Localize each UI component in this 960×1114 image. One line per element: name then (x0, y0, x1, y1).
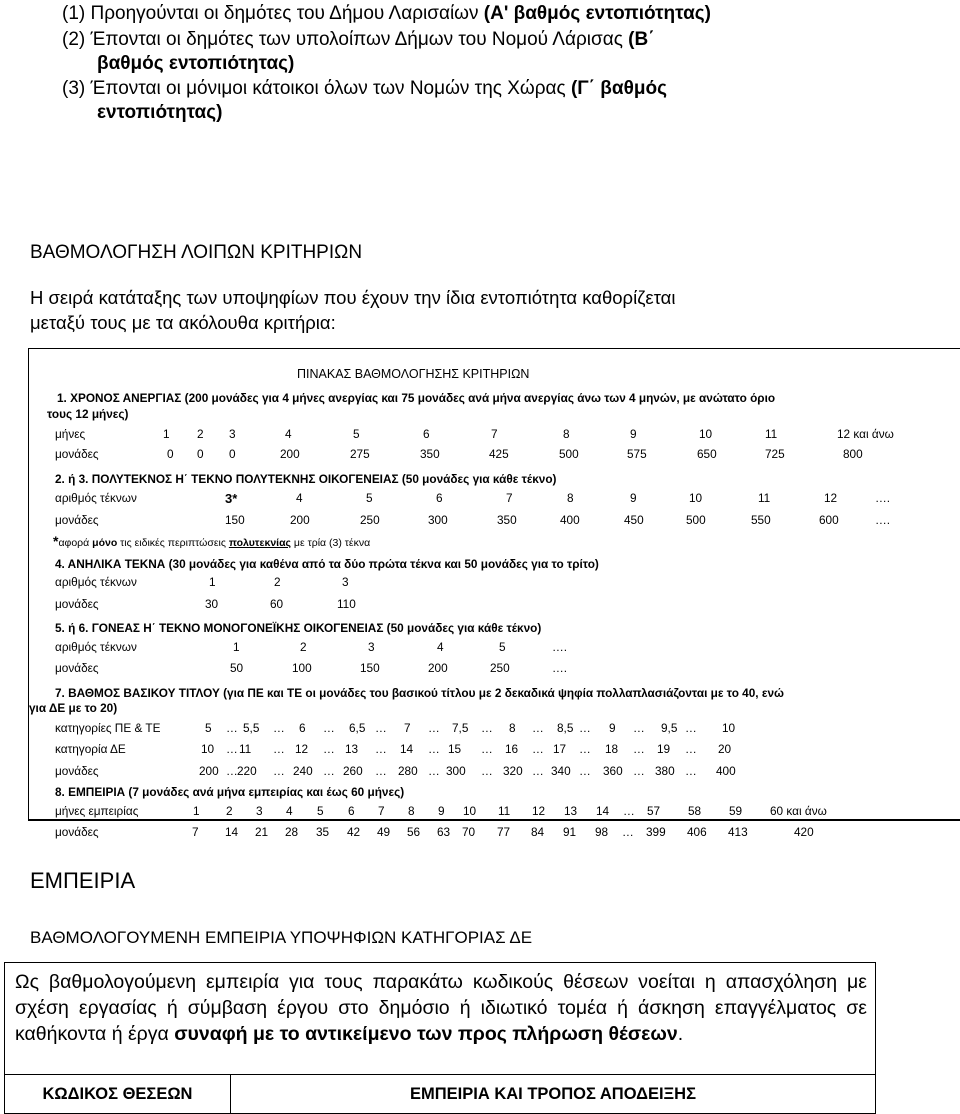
s7-row1-cell-11: … (481, 721, 493, 735)
s7-row2-cell-6: 13 (345, 742, 359, 756)
table-title: ΠΙΝΑΚΑΣ ΒΑΘΜΟΛΟΓΗΣΗΣ ΚΡΙΤΗΡΙΩΝ (297, 367, 530, 381)
s1-row1-cell-6: 7 (491, 427, 498, 441)
s2-row2-label: μονάδες (55, 513, 99, 527)
s7-row2-cell-7: … (375, 742, 387, 756)
experience-box-text-plain: Ως βαθμολογούμενη εμπειρία για τους παρακάτω κωδικούς θέσεων νοείται η απασχόληση με σχέση εργασίας ή σύμβαση έργου στο δημόσιο ή ιδιωτικό τομέα ή άσκηση επαγγέλματος σε καθήκοντα ή έργα (15, 971, 867, 1045)
s2-row1-label: αριθμός τέκνων (55, 491, 137, 505)
s5-title: 5. ή 6. ΓΟΝΕΑΣ Η΄ ΤΕΚΝΟ ΜΟΝΟΓΟΝΕΪΚΗΣ ΟΙΚΟΓΕΝΕΙΑΣ (50 μονάδες για κάθε τέκνο) (55, 621, 542, 635)
s8-row2-cell-5: 42 (347, 825, 361, 839)
s7-row3-cell-20: 400 (716, 764, 736, 778)
s8-row1-cell-17: 59 (729, 804, 743, 818)
s7-row3-cell-17: … (633, 764, 645, 778)
s1-title-line-1: 1. ΧΡΟΝΟΣ ΑΝΕΡΓΙΑΣ (200 μονάδες για 4 μήνες ανεργίας και 75 μονάδες ανά μήνα ανεργίας άνω των 4 μηνών, με ανώτατο όριο (57, 391, 776, 405)
s8-row1-cell-1: 2 (226, 804, 233, 818)
s7-row3-cell-19: … (685, 764, 697, 778)
s7-row3-cell-8: 280 (398, 764, 418, 778)
s1-row2-cell-7: 500 (559, 447, 579, 461)
s2-note (53, 533, 370, 549)
s7-row2-cell-8: 14 (400, 742, 414, 756)
s7-row1-cell-17: … (633, 721, 645, 735)
s7-row3-cell-15: … (579, 764, 591, 778)
s7-row1-cell-3: … (273, 721, 285, 735)
s1-row1-cell-2: 3 (229, 427, 236, 441)
s4-row1-label: αριθμός τέκνων (55, 575, 137, 589)
s7-row1-cell-14: 8,5 (557, 721, 574, 735)
s4-row2-cell-2: 110 (337, 597, 356, 611)
s2-note-bold1: μόνο (92, 537, 118, 549)
s8-row2-cell-9: 70 (462, 825, 476, 839)
s8-row2-cell-17: 413 (728, 825, 748, 839)
s8-row1-cell-14: … (623, 804, 635, 818)
s7-row2-cell-14: 17 (553, 742, 567, 756)
s2-row1-cell-7: 10 (689, 491, 703, 505)
s5-row2-cell-2: 150 (360, 661, 380, 675)
s2-row1-cell-4: 7 (506, 491, 513, 505)
s4-row2-cell-0: 30 (205, 597, 219, 611)
s8-row2-cell-14: … (622, 825, 634, 839)
s8-row1-cell-2: 3 (256, 804, 263, 818)
s5-row1-cell-2: 3 (368, 640, 375, 654)
s8-row2-cell-18: 420 (794, 825, 814, 839)
s4-row2-label: μονάδες (55, 597, 99, 611)
s2-note-mid: τις ειδικές περιπτώσεις (117, 537, 229, 549)
s7-row1-cell-13: … (532, 721, 544, 735)
s7-row2-cell-3: … (273, 742, 285, 756)
intro-line-3-bold: βαθμός εντοπιότητας) (97, 53, 295, 74)
s1-row1-cell-5: 6 (423, 427, 430, 441)
s2-note-plain: αφορά (58, 537, 93, 549)
intro-line-2-text: (2) Έπονται οι δημότες των υπολοίπων Δήμων του Νομού Λάρισας (62, 29, 629, 50)
s1-row2-cell-11: 800 (843, 447, 863, 461)
s1-row2-label: μονάδες (55, 447, 99, 461)
s7-row2-cell-15: … (579, 742, 591, 756)
s8-row2-cell-3: 28 (285, 825, 299, 839)
s8-row1-cell-9: 10 (463, 804, 477, 818)
s8-row2-cell-13: 98 (595, 825, 609, 839)
s2-row2-cell-8: 550 (751, 513, 771, 527)
col-header-position-code: ΚΩΔΙΚΟΣ ΘΕΣΕΩΝ (5, 1075, 231, 1113)
s4-row1-cell-1: 2 (274, 575, 281, 589)
intro-line-3 (97, 52, 294, 76)
s7-row3-cell-18: 380 (655, 764, 675, 778)
s7-row2-cell-11: … (481, 742, 493, 756)
s1-row2-cell-2: 0 (229, 447, 236, 461)
s1-row1-cell-1: 2 (197, 427, 204, 441)
s5-row1-cell-5: …. (552, 640, 568, 654)
s7-row2-cell-0: 10 (201, 742, 215, 756)
s8-row1-cell-10: 11 (498, 804, 511, 818)
s8-row1-cell-3: 4 (286, 804, 293, 818)
s2-row2-cell-5: 400 (560, 513, 580, 527)
s7-row1-cell-10: 7,5 (452, 721, 469, 735)
criteria-table (28, 348, 960, 839)
s7-row3-cell-11: … (481, 764, 493, 778)
s2-row1-cell-10: …. (875, 491, 891, 505)
s8-row1-label: μήνες εμπειρίας (55, 804, 139, 818)
s2-row2-cell-1: 200 (290, 513, 310, 527)
s7-row2-cell-18: 19 (657, 742, 671, 756)
s7-row1-cell-18: 9,5 (661, 721, 678, 735)
s7-row3-cell-10: 300 (446, 764, 466, 778)
experience-box (4, 962, 876, 1114)
s2-note-bold2: πολυτεκνίας (228, 537, 292, 549)
s2-row1-cell-3: 6 (436, 491, 443, 505)
s7-row2-cell-13: … (532, 742, 544, 756)
experience-table-header (5, 1074, 875, 1113)
s7-row1-cell-6: 6,5 (349, 721, 366, 735)
s5-row2-cell-5: …. (552, 661, 568, 675)
s7-row2-cell-17: … (633, 742, 645, 756)
s7-row3-cell-13: … (532, 764, 544, 778)
s7-row2-cell-9: … (428, 742, 440, 756)
s8-row1-cell-13: 14 (596, 804, 610, 818)
s5-row2-cell-3: 200 (428, 661, 448, 675)
s7-row3-cell-16: 360 (603, 764, 623, 778)
s8-row1-cell-15: 57 (647, 804, 661, 818)
experience-heading: ΕΜΠΕΙΡΙΑ (30, 868, 136, 893)
s2-row1-cell-2: 5 (366, 491, 373, 505)
s8-row2-cell-1: 14 (225, 825, 239, 839)
s8-row2-cell-2: 21 (255, 825, 269, 839)
s8-row1-cell-18: 60 και άνω (770, 804, 827, 818)
s2-row1-cell-5: 8 (567, 491, 574, 505)
s8-row1-cell-12: 13 (564, 804, 578, 818)
intro-line-2-bold: (Β΄ (628, 29, 655, 50)
s8-title: 8. ΕΜΠΕΙΡΙΑ (7 μονάδες ανά μήνα εμπειρίας και έως 60 μήνες) (55, 785, 405, 799)
s1-row2-cell-1: 0 (197, 447, 204, 461)
s8-row2-cell-15: 399 (646, 825, 666, 839)
s4-row2-cell-1: 60 (270, 597, 284, 611)
s1-row1-label: μήνες (55, 427, 86, 441)
s1-title-line-2: τους 12 μήνες) (47, 407, 129, 421)
experience-subheading: ΒΑΘΜΟΛΟΓΟΥΜΕΝΗ ΕΜΠΕΙΡΙΑ ΥΠΟΨΗΦΙΩΝ ΚΑΤΗΓΟΡΙΑΣ ΔΕ (30, 928, 533, 947)
s7-row2-cell-2: 11 (239, 742, 252, 756)
criteria-paragraph-line-1: Η σειρά κατάταξης των υποψηφίων που έχουν την ίδια εντοπιότητα καθορίζεται (30, 287, 676, 308)
s8-row2-cell-6: 49 (377, 825, 391, 839)
s7-row3-cell-2: 220 (237, 764, 257, 778)
s8-row1-cell-8: 9 (438, 804, 445, 818)
s7-row3-cell-6: 260 (343, 764, 363, 778)
s2-row2-cell-2: 250 (360, 513, 380, 527)
intro-line-4-text: (3) Έπονται οι μόνιμοι κάτοικοι όλων των Νομών της Χώρας (62, 78, 571, 99)
s8-row1-cell-6: 7 (378, 804, 385, 818)
s7-row3-cell-1: … (226, 764, 238, 778)
s2-note-star: * (53, 533, 59, 549)
s7-row2-cell-20: 20 (718, 742, 732, 756)
s2-row2-cell-3: 300 (428, 513, 448, 527)
s7-row1-cell-12: 8 (509, 721, 516, 735)
intro-line-5-bold: εντοπιότητας) (97, 102, 223, 123)
s8-row1-cell-7: 8 (408, 804, 415, 818)
criteria-paragraph-line-2: μεταξύ τους με τα ακόλουθα κριτήρια: (30, 312, 336, 333)
s7-row3-cell-4: 240 (293, 764, 313, 778)
s4-row1-cell-0: 1 (209, 575, 216, 589)
s2-row1-cell-6: 9 (630, 491, 637, 505)
s7-row3-label: μονάδες (55, 764, 99, 778)
s8-row2-cell-12: 91 (563, 825, 577, 839)
s1-row2-cell-3: 200 (280, 447, 300, 461)
s7-row1-cell-5: … (323, 721, 335, 735)
s7-row2-cell-4: 12 (295, 742, 309, 756)
s7-row2-cell-16: 18 (605, 742, 619, 756)
s2-title: 2. ή 3. ΠΟΛΥΤΕΚΝΟΣ Η΄ ΤΕΚΝΟ ΠΟΛΥΤΕΚΝΗΣ ΟΙΚΟΓΕΝΕΙΑΣ (50 μονάδες για κάθε τέκνο) (55, 472, 557, 486)
s5-row2-cell-1: 100 (292, 661, 312, 675)
s2-row1-cell-1: 4 (296, 491, 303, 505)
s8-row2-cell-10: 77 (497, 825, 511, 839)
s7-row3-cell-9: … (428, 764, 440, 778)
s7-row1-cell-1: … (226, 721, 238, 735)
intro-line-1 (62, 2, 711, 26)
s1-row1-cell-4: 5 (353, 427, 360, 441)
s7-row2-cell-19: … (685, 742, 697, 756)
s4-title: 4. ΑΝΗΛΙΚΑ ΤΕΚΝΑ (30 μονάδες για καθένα από τα δύο πρώτα τέκνα και 50 μονάδες για το τρίτο) (55, 557, 599, 571)
experience-box-text-bold: συναφή με το αντικείμενο των προς πλήρωση θέσεων (174, 1023, 678, 1045)
s7-row2-cell-10: 15 (448, 742, 462, 756)
s8-row1-cell-5: 6 (348, 804, 355, 818)
intro-line-5 (97, 101, 222, 125)
s1-row2-cell-6: 425 (489, 447, 509, 461)
s2-row2-cell-0: 150 (225, 513, 245, 527)
s1-row1-cell-3: 4 (285, 427, 292, 441)
s8-row1-cell-11: 12 (532, 804, 546, 818)
s2-row2-cell-9: 600 (819, 513, 839, 527)
intro-line-1-bold: (Α' βαθμός εντοπιότητας) (483, 3, 712, 24)
s1-row1-cell-0: 1 (163, 427, 170, 441)
s4-row1-cell-2: 3 (342, 575, 349, 589)
s5-row1-cell-4: 5 (499, 640, 506, 654)
s5-row2-cell-4: 250 (490, 661, 510, 675)
s7-row1-cell-4: 6 (299, 721, 306, 735)
s8-row2-cell-7: 56 (407, 825, 421, 839)
s7-row1-cell-19: … (685, 721, 697, 735)
s7-row3-cell-14: 340 (551, 764, 571, 778)
s5-row1-cell-0: 1 (233, 640, 240, 654)
s7-title-line-2: για ΔΕ με το 20) (29, 701, 118, 715)
s7-row1-cell-20: 10 (722, 721, 736, 735)
intro-line-2 (62, 28, 655, 52)
s5-row2-cell-0: 50 (230, 661, 244, 675)
s2-row1-cell-9: 12 (824, 491, 838, 505)
s8-row2-label: μονάδες (55, 825, 99, 839)
s8-row2-cell-11: 84 (531, 825, 545, 839)
s5-row2-label: μονάδες (55, 661, 99, 675)
s7-row2-cell-5: … (323, 742, 335, 756)
experience-box-text-end: . (677, 1023, 684, 1045)
s2-row1-cell-8: 11 (758, 491, 771, 505)
s1-row2-cell-10: 725 (765, 447, 785, 461)
s1-row1-cell-8: 9 (630, 427, 637, 441)
s1-row1-cell-10: 11 (765, 427, 778, 441)
s1-row1-cell-7: 8 (563, 427, 570, 441)
s2-row2-cell-10: …. (875, 513, 891, 527)
intro-line-1-text: (1) Προηγούνται οι δημότες του Δήμου Λαρισαίων (62, 3, 484, 24)
s2-row1-cell-0: 3* (225, 491, 238, 506)
s1-row2-cell-5: 350 (420, 447, 440, 461)
s1-row2-cell-9: 650 (697, 447, 717, 461)
s2-row2-cell-6: 450 (624, 513, 644, 527)
s1-row1-cell-9: 10 (699, 427, 713, 441)
s7-row1-label: κατηγορίες ΠΕ & ΤΕ (55, 721, 161, 735)
s7-row3-cell-12: 320 (503, 764, 523, 778)
experience-box-text (15, 969, 867, 1047)
s8-row1-cell-16: 58 (688, 804, 702, 818)
s2-note-end: με τρία (3) τέκνα (291, 537, 371, 549)
intro-line-4-bold: (Γ΄ βαθμός (570, 78, 667, 99)
s5-row1-cell-1: 2 (300, 640, 307, 654)
s1-row2-cell-0: 0 (167, 447, 174, 461)
s8-row1-cell-0: 1 (193, 804, 200, 818)
s7-row1-cell-8: 7 (404, 721, 411, 735)
s7-row2-label: κατηγορία ΔΕ (55, 742, 126, 756)
s7-row1-cell-16: 9 (609, 721, 616, 735)
s7-row1-cell-7: … (375, 721, 387, 735)
s8-row2-cell-4: 35 (316, 825, 330, 839)
s7-row1-cell-15: … (579, 721, 591, 735)
s7-row1-cell-9: … (428, 721, 440, 735)
s7-row1-cell-2: 5,5 (243, 721, 260, 735)
s7-row2-cell-1: … (226, 742, 238, 756)
s5-row1-label: αριθμός τέκνων (55, 640, 137, 654)
s8-row2-cell-8: 63 (437, 825, 451, 839)
s7-row2-cell-12: 16 (505, 742, 519, 756)
s1-row1-cell-11: 12 και άνω (837, 427, 894, 441)
col-header-experience-proof: ΕΜΠΕΙΡΙΑ ΚΑΙ ΤΡΟΠΟΣ ΑΠΟΔΕΙΞΗΣ (410, 1085, 696, 1103)
s7-title-line-1: 7. ΒΑΘΜΟΣ ΒΑΣΙΚΟΥ ΤΙΤΛΟΥ (για ΠΕ και ΤΕ οι μονάδες του βασικού τίτλου με 2 δεκαδικά ψηφία πολλαπλασιάζονται με το 40, ενώ (55, 686, 784, 700)
s8-row2-cell-16: 406 (687, 825, 707, 839)
s2-row2-cell-7: 500 (686, 513, 706, 527)
s1-row2-cell-4: 275 (350, 447, 370, 461)
s7-row3-cell-7: … (375, 764, 387, 778)
s2-row2-cell-4: 350 (497, 513, 517, 527)
s1-row2-cell-8: 575 (627, 447, 647, 461)
s5-row1-cell-3: 4 (437, 640, 444, 654)
s7-row1-cell-0: 5 (205, 721, 212, 735)
s8-row2-cell-0: 7 (192, 825, 199, 839)
s7-row3-cell-3: … (273, 764, 285, 778)
s7-row3-cell-0: 200 (199, 764, 219, 778)
criteria-heading: ΒΑΘΜΟΛΟΓΗΣΗ ΛΟΙΠΩΝ ΚΡΙΤΗΡΙΩΝ (30, 242, 363, 263)
s7-row3-cell-5: … (323, 764, 335, 778)
s8-row1-cell-4: 5 (317, 804, 324, 818)
intro-line-4 (62, 77, 667, 101)
